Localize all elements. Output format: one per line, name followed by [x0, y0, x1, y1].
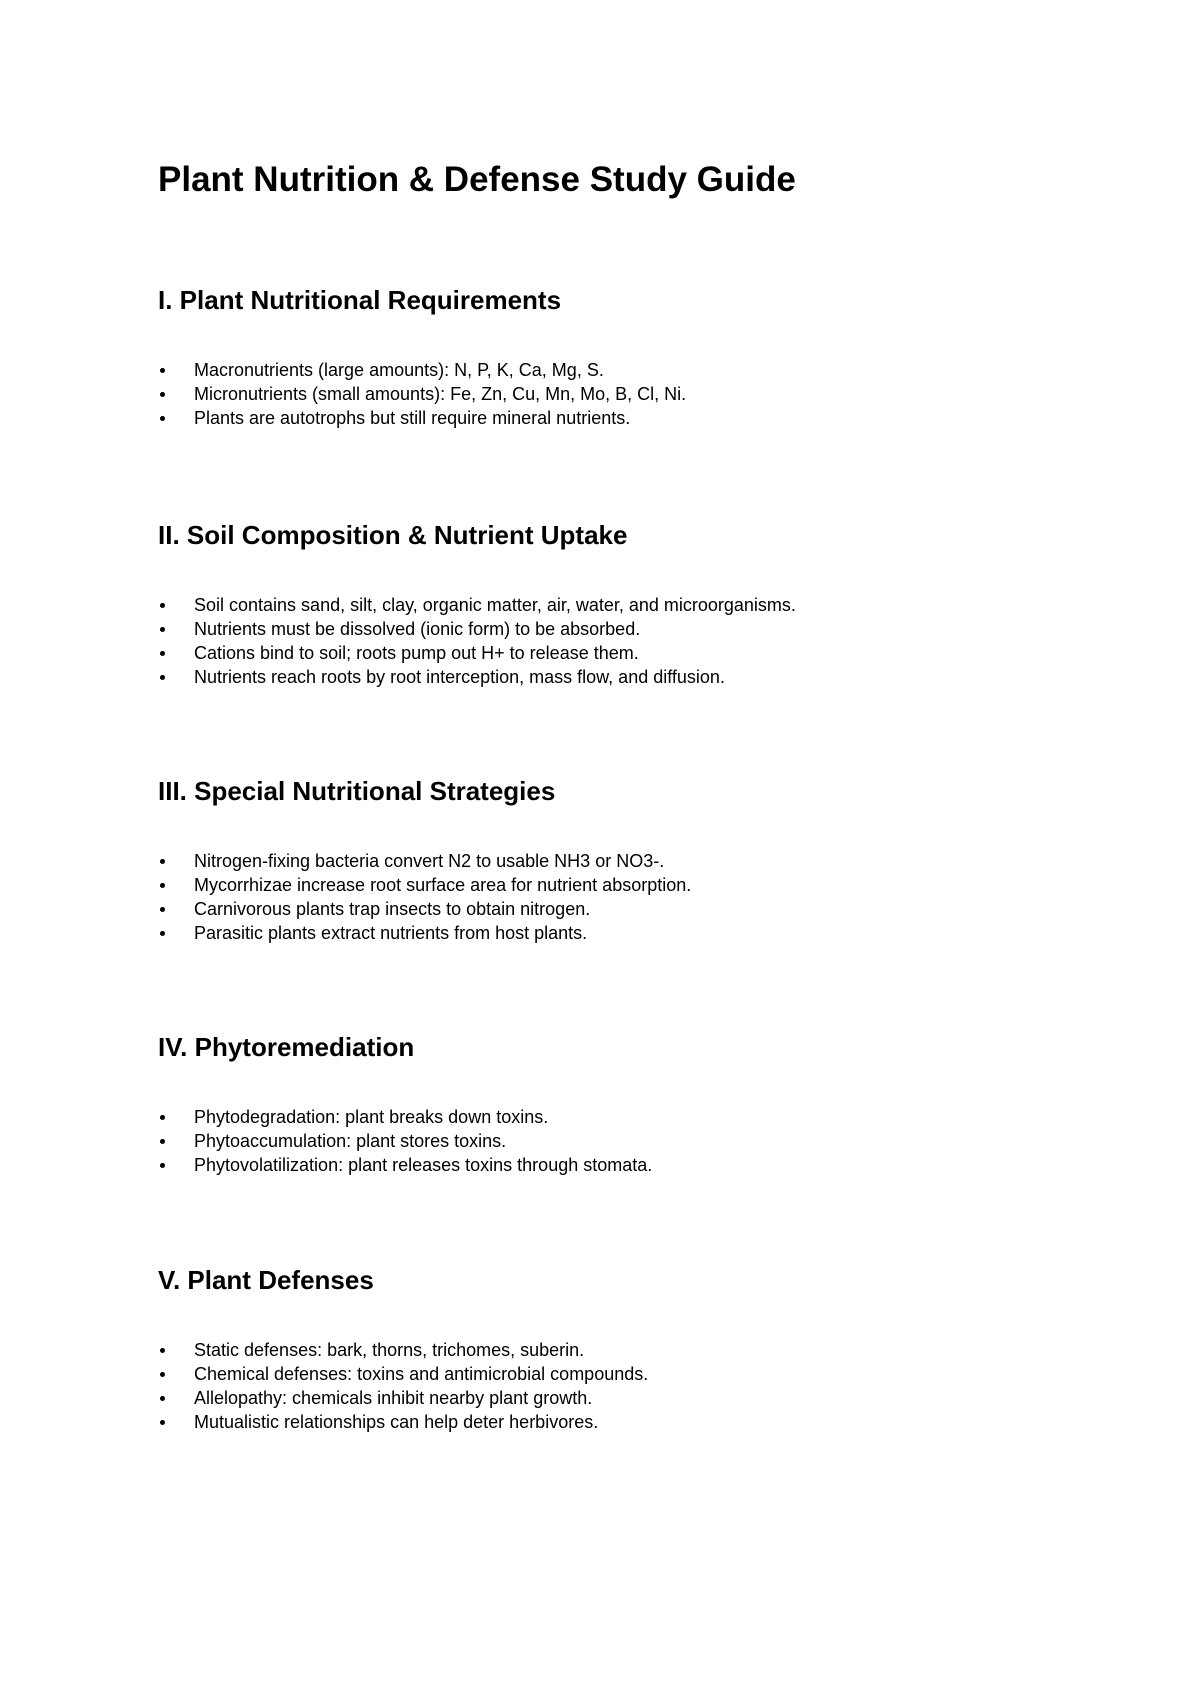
- list-item: [158, 897, 1138, 921]
- list-item-text: Nitrogen-fixing bacteria convert N2 to usable NH3 or NO3-.: [194, 851, 665, 871]
- section-heading: III. Special Nutritional Strategies: [158, 776, 556, 806]
- list-item-text: Nutrients reach roots by root interception, mass flow, and diffusion.: [194, 667, 725, 687]
- list-item-text: Carnivorous plants trap insects to obtain nitrogen.: [194, 899, 591, 919]
- section-soil-composition: [158, 519, 1138, 689]
- bullet-dot-icon: [160, 392, 165, 397]
- list-item: [158, 921, 1138, 945]
- bullet-dot-icon: [160, 416, 165, 421]
- bullet-dot-icon: [160, 1420, 165, 1425]
- list-item: [158, 406, 1138, 430]
- section-nutritional-requirements: [158, 284, 1138, 430]
- bullet-list: [158, 849, 1138, 945]
- list-item-text: Mycorrhizae increase root surface area for nutrient absorption.: [194, 875, 692, 895]
- list-item: [158, 382, 1138, 406]
- list-item-text: Allelopathy: chemicals inhibit nearby plant growth.: [194, 1388, 593, 1408]
- list-item: [158, 1386, 1138, 1410]
- list-item: [158, 1129, 1138, 1153]
- list-item: [158, 641, 1138, 665]
- list-item: [158, 617, 1138, 641]
- list-item: [158, 358, 1138, 382]
- bullet-list: [158, 1338, 1138, 1434]
- list-item-text: Plants are autotrophs but still require mineral nutrients.: [194, 408, 631, 428]
- list-item: [158, 849, 1138, 873]
- list-item-text: Chemical defenses: toxins and antimicrobial compounds.: [194, 1364, 649, 1384]
- bullet-dot-icon: [160, 883, 165, 888]
- list-item-text: Nutrients must be dissolved (ionic form) to be absorbed.: [194, 619, 641, 639]
- list-item-text: Phytovolatilization: plant releases toxins through stomata.: [194, 1155, 653, 1175]
- list-item: [158, 1410, 1138, 1434]
- section-plant-defenses: [158, 1264, 1138, 1434]
- list-item: [158, 593, 1138, 617]
- bullet-dot-icon: [160, 1372, 165, 1377]
- list-item-text: Static defenses: bark, thorns, trichomes, suberin.: [194, 1340, 585, 1360]
- section-special-strategies: [158, 775, 1138, 945]
- list-item-text: Macronutrients (large amounts): N, P, K, Ca, Mg, S.: [194, 360, 604, 380]
- bullet-list: [158, 1105, 1138, 1177]
- list-item: [158, 873, 1138, 897]
- list-item-text: Parasitic plants extract nutrients from host plants.: [194, 923, 588, 943]
- bullet-dot-icon: [160, 675, 165, 680]
- bullet-dot-icon: [160, 603, 165, 608]
- bullet-dot-icon: [160, 1139, 165, 1144]
- bullet-dot-icon: [160, 627, 165, 632]
- list-item: [158, 1153, 1138, 1177]
- bullet-dot-icon: [160, 651, 165, 656]
- bullet-dot-icon: [160, 1348, 165, 1353]
- list-item: [158, 1362, 1138, 1386]
- document-title: Plant Nutrition & Defense Study Guide: [158, 160, 796, 199]
- section-heading: V. Plant Defenses: [158, 1265, 374, 1295]
- section-phytoremediation: [158, 1031, 1138, 1177]
- list-item: [158, 1105, 1138, 1129]
- list-item-text: Phytodegradation: plant breaks down toxins.: [194, 1107, 549, 1127]
- list-item-text: Soil contains sand, silt, clay, organic matter, air, water, and microorganisms.: [194, 595, 796, 615]
- section-heading: IV. Phytoremediation: [158, 1032, 415, 1062]
- bullet-dot-icon: [160, 931, 165, 936]
- section-heading: I. Plant Nutritional Requirements: [158, 285, 562, 315]
- bullet-list: [158, 358, 1138, 430]
- list-item-text: Mutualistic relationships can help deter herbivores.: [194, 1412, 599, 1432]
- bullet-dot-icon: [160, 907, 165, 912]
- list-item-text: Micronutrients (small amounts): Fe, Zn, Cu, Mn, Mo, B, Cl, Ni.: [194, 384, 687, 404]
- bullet-dot-icon: [160, 1396, 165, 1401]
- list-item: [158, 1338, 1138, 1362]
- bullet-dot-icon: [160, 1115, 165, 1120]
- bullet-dot-icon: [160, 368, 165, 373]
- list-item: [158, 665, 1138, 689]
- list-item-text: Cations bind to soil; roots pump out H+ to release them.: [194, 643, 639, 663]
- bullet-dot-icon: [160, 859, 165, 864]
- bullet-list: [158, 593, 1138, 689]
- section-heading: II. Soil Composition & Nutrient Uptake: [158, 520, 628, 550]
- bullet-dot-icon: [160, 1163, 165, 1168]
- list-item-text: Phytoaccumulation: plant stores toxins.: [194, 1131, 507, 1151]
